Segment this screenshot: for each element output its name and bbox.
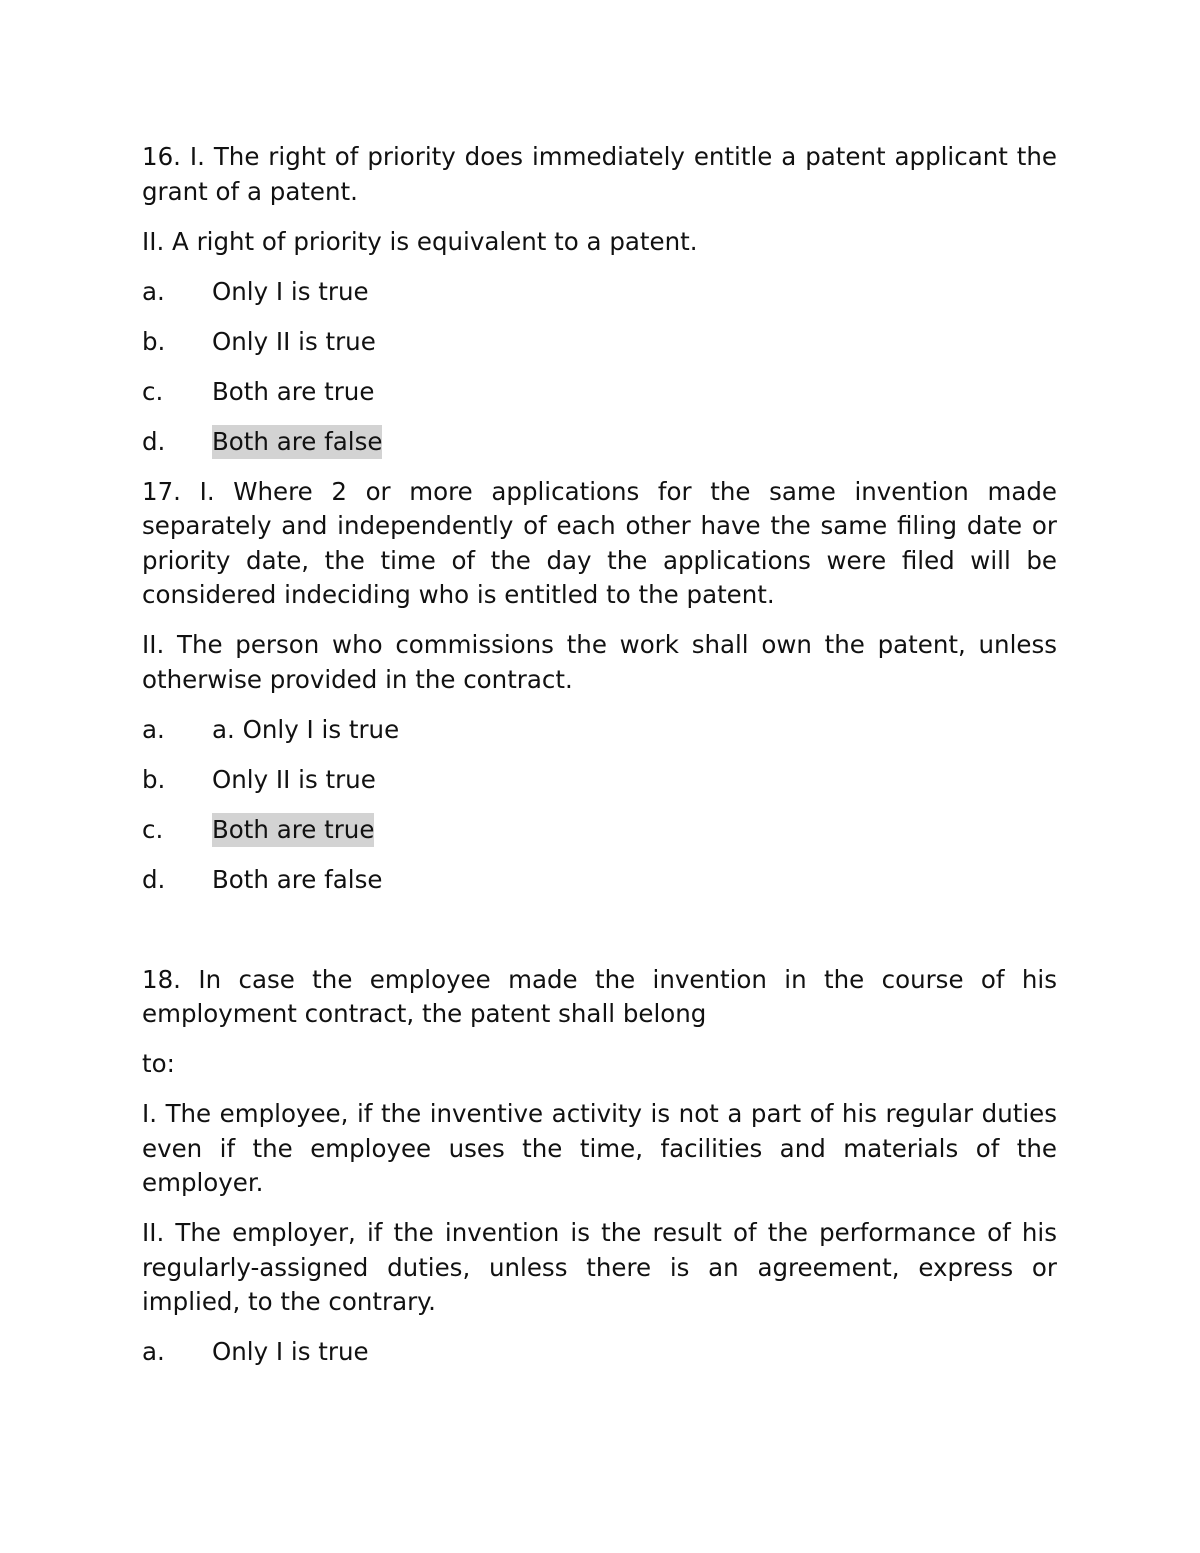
- q18-statement-2: II. The employer, if the invention is the result of the performance of his regularly-assigned duties, unless there is an agreement, express or implied, to the contrary.: [142, 1218, 1057, 1316]
- q18-option-a: [142, 1335, 1057, 1370]
- option-letter: b.: [142, 326, 166, 356]
- q16-statement-2: II. A right of priority is equivalent to a patent.: [142, 226, 698, 256]
- q16-option-c: [142, 375, 1057, 410]
- option-letter: a.: [142, 1337, 165, 1366]
- highlighted-answer: Both are false: [212, 425, 382, 460]
- q18-stem: 18. In case the employee made the invention in the course of his employment contract, the patent shall belong: [142, 964, 1057, 1028]
- blank-line: [142, 913, 1057, 963]
- q18-stem-continuation: to:: [142, 1049, 175, 1078]
- option-letter: d.: [142, 426, 166, 456]
- option-text: Only II is true: [212, 326, 376, 356]
- option-letter: a.: [142, 714, 165, 744]
- option-text: Both are true: [212, 376, 375, 406]
- option-text: Only II is true: [212, 764, 376, 794]
- q16-option-d: [142, 425, 1057, 460]
- q18-statement-1: I. The employee, if the inventive activity is not a part of his regular duties even if the employee uses the time, facilities and materials of the employer.: [142, 1099, 1057, 1197]
- q16-stem: 16. I. The right of priority does immediately entitle a patent applicant the grant of a patent.: [142, 142, 1057, 206]
- option-text: Both are false: [212, 864, 383, 894]
- option-text: a. Only I is true: [212, 714, 400, 744]
- q17-option-d: [142, 863, 1057, 898]
- option-text: Only I is true: [212, 1337, 369, 1366]
- q17-option-b: [142, 763, 1057, 798]
- option-letter: c.: [142, 376, 164, 406]
- option-letter: d.: [142, 864, 166, 894]
- option-letter: a.: [142, 276, 165, 306]
- document-page: [142, 140, 1057, 1385]
- q16-option-b: [142, 325, 1057, 360]
- q16-option-a: [142, 275, 1057, 310]
- q17-stem: 17. I. Where 2 or more applications for the same invention made separately and independently of each other have the same filing date or priority date, the time of the day the applications were filed will be considered indeciding who is entitled to the patent.: [142, 476, 1057, 609]
- highlighted-answer: Both are true: [212, 813, 374, 848]
- option-letter: b.: [142, 764, 166, 794]
- q17-option-c: [142, 813, 1057, 848]
- q17-option-a: [142, 713, 1057, 748]
- q17-statement-2: II. The person who commissions the work shall own the patent, unless otherwise provided in the contract.: [142, 630, 1057, 694]
- option-letter: c.: [142, 814, 164, 844]
- option-text: Only I is true: [212, 276, 369, 306]
